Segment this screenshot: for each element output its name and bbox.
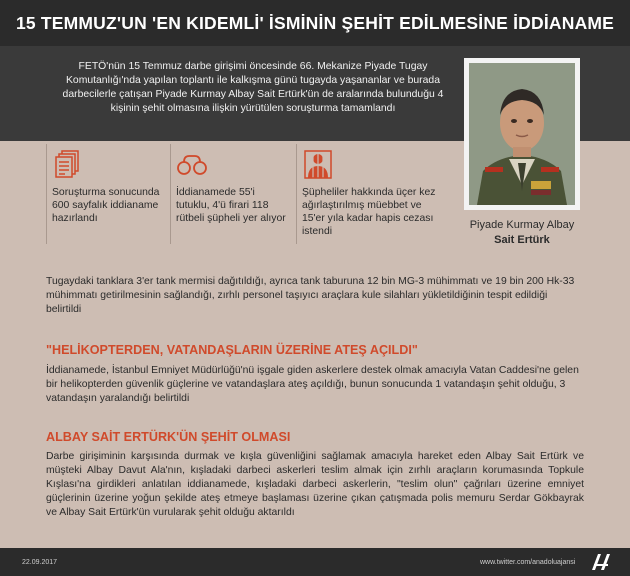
fact-prisoner: [296, 144, 446, 238]
fact-text: İddianamede 55'i tutuklu, 4'ü firari 118 rütbeli şüpheli yer alıyor: [176, 187, 286, 224]
prisoner-icon: [302, 148, 334, 180]
fact-document: [46, 144, 166, 225]
martyrdom-paragraph: Darbe girişiminin karşısında durmak ve kışla güvenliğini sağlamak amacıyla hareket eden Albay Sait Ertürk ve müşteki Albay Davut Ala'nın, kışladaki darbeci askerleri teslim almak için zırhlı araçların korumasında Topkule Kışlası'na girdikleri anlatılan iddianamede, kışladaki darbeci askerlerin, "teslim olun" çağrıları üzerine emniyet güçlerinin üzerine yoğun şekilde ateş etmeye başlaması üzerine çıkan çatışmada polis memuru Serdar Gökbayrak ve Albay Sait Ertürk'ün vurularak şehit olduğu aktarıldı: [46, 451, 584, 518]
martyrdom-section-title: ALBAY SAİT ERTÜRK'ÜN ŞEHİT OLMASI: [46, 430, 291, 444]
document-stack-icon: [52, 148, 84, 180]
tanks-paragraph: Tugaydaki tanklara 3'er tank mermisi dağıtıldığı, ayrıca tank taburuna 12 bin MG-3 mühimmatı ve 19 bin 200 Hk-33 mühimmatı getirilmesinin sağlandığı, zırhlı personel taşıyıcı araçlara kule silahları yükletildiğinin tespit edildiği belirtildi: [46, 276, 575, 315]
footer-date: 22.09.2017: [22, 559, 58, 566]
profile-caption: [452, 218, 592, 248]
fact-text: Soruşturma sonucunda 600 sayfalık iddianame hazırlandı: [52, 187, 160, 224]
handcuffs-icon: [176, 148, 208, 180]
fact-handcuffs: [170, 144, 290, 225]
anadolu-agency-logo-icon: [590, 552, 612, 572]
intro-text: FETÖ'nün 15 Temmuz darbe girişimi öncesinde 66. Mekanize Piyade Tugay Komutanlığı'nda yapılan toplantı ile kalkışma günü tugayda yaşananlar ve burada darbecilerle çatışan Piyade Kurmay Albay Sait Ertürk'ün de aralarında bulunduğu 4 kişinin şehit olmasına ilişkin yürütülen soruşturma tamamlandı: [62, 61, 444, 114]
profile-photo-frame: [464, 58, 580, 210]
footer: [0, 548, 630, 576]
profile-name: Sait Ertürk: [494, 234, 550, 246]
officer-portrait-icon: [469, 63, 575, 205]
fact-text: Şüpheliler hakkında üçer kez ağırlaştırılmış müebbet ve 15'er yıla kadar hapis cezası istendi: [302, 187, 436, 237]
footer-credit[interactable]: www.twitter.com/anadoluajansi: [480, 559, 576, 566]
profile-photo: [469, 63, 575, 205]
helicopter-section-title: "HELİKOPTERDEN, VATANDAŞLARIN ÜZERİNE ATEŞ AÇILDI": [46, 343, 418, 357]
page-title: 15 TEMMUZ'UN 'EN KIDEMLİ' İSMİNİN ŞEHİT EDİLMESİNE İDDİANAME: [15, 12, 615, 33]
helicopter-paragraph: İddianamede, İstanbul Emniyet Müdürlüğü'nü işgale giden askerlere destek olmak amacıyla Vatan Caddesi'ne gelen bir helikopterden güvenlik güçlerine ve vatandaşlara ateş açıldığı, bunun sonucunda 1 vatandaşın şehit olduğu, 3 vatandaşın yaralandığı belirtildi: [46, 365, 579, 404]
profile-rank: Piyade Kurmay Albay: [469, 219, 575, 231]
title-bar: [0, 0, 630, 46]
